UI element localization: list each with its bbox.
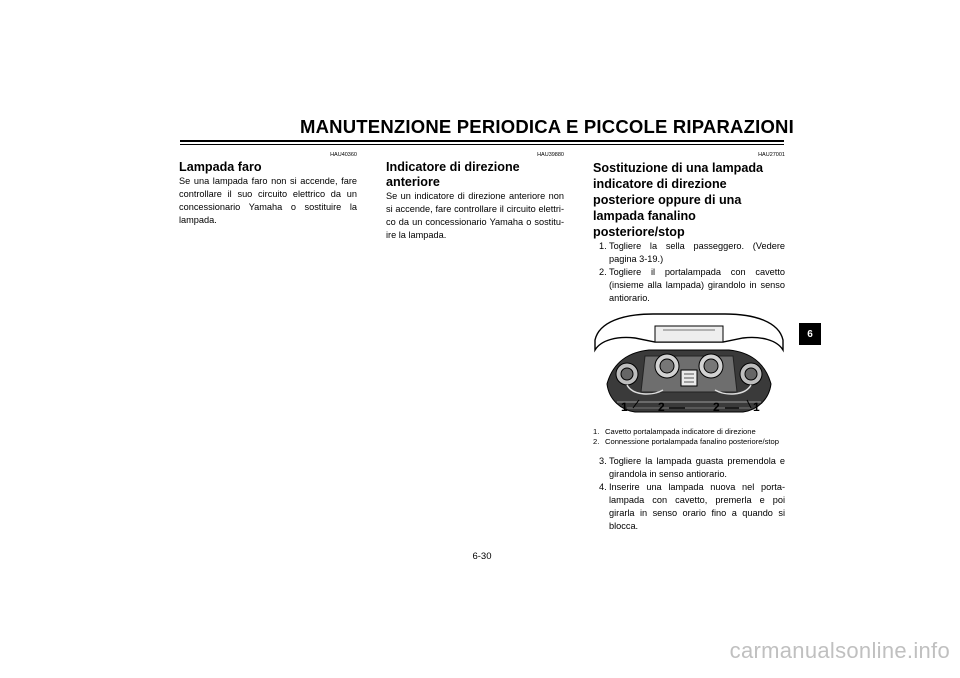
caption-item: [593, 427, 785, 437]
step-text: Togliere la sella passeggero. (Vedere pagina 3-19.): [609, 241, 785, 264]
section-headlight: [179, 152, 357, 227]
figure-callout-1: 1: [621, 400, 628, 414]
figure-callout-2: 2: [713, 400, 720, 414]
figure-callout-2: 2: [658, 400, 665, 414]
section-body: Se un indicatore di direzione anteriore non si accende, fare controllare il circuito elettrico da un concessionario Yamaha o sostituire la lampada.: [386, 191, 564, 240]
figure-captions: [593, 427, 785, 447]
page-number: 6-30: [472, 551, 492, 562]
section-code: HAU40360: [330, 152, 357, 158]
step-text: Togliere la lampada guasta premendola e girandola in senso antiorario.: [609, 456, 785, 479]
section-rear-bulb-replacement: [593, 152, 785, 533]
caption-number: 2.: [593, 437, 600, 446]
taillight-bulb-figure: [593, 310, 785, 422]
step-text: Inserire una lampada nuova nel portalampada con cavetto, premerla e poi girarla in senso orario fino a quando si blocca.: [609, 482, 785, 531]
step-number: 4.: [599, 482, 607, 492]
step-item: [593, 266, 785, 305]
step-number: 3.: [599, 456, 607, 466]
step-item: [593, 240, 785, 266]
caption-number: 1.: [593, 427, 600, 436]
step-text: Togliere il portalampada con cavetto (insieme alla lampada) girandolo in senso antiorario.: [609, 267, 785, 303]
section-front-turn-signal: [386, 152, 564, 242]
steps-list: [593, 240, 785, 305]
caption-text: Cavetto portalampada indicatore di direzione: [605, 427, 756, 436]
step-number: 1.: [599, 241, 607, 251]
section-heading: Sostituzione di una lampada indicatore di direzione posteriore oppure di una lampada fanalino posteriore/stop: [593, 161, 764, 239]
figure-callout-1: 1: [753, 400, 760, 414]
chapter-tab: 6: [799, 323, 821, 345]
caption-text: Connessione portalampada fanalino posteriore/stop: [605, 437, 779, 446]
header-rule-thick: [180, 140, 784, 142]
step-item: [593, 455, 785, 481]
section-code: HAU27001: [758, 152, 785, 158]
steps-list-continued: [593, 455, 785, 533]
section-body: Se una lampada faro non si accende, fare controllare il suo circuito elettrico da un concessionario Yamaha o sostituire la lampada.: [179, 176, 357, 225]
section-heading: Lampada faro: [179, 160, 262, 174]
watermark: carmanualsonline.info: [729, 638, 950, 663]
step-number: 2.: [599, 267, 607, 277]
caption-item: [593, 437, 785, 447]
section-heading: Indicatore di direzione anteriore: [386, 160, 520, 189]
page-header-title: MANUTENZIONE PERIODICA E PICCOLE RIPARAZIONI: [300, 116, 794, 137]
section-code: HAU39880: [537, 152, 564, 158]
step-item: [593, 481, 785, 533]
header-rule-thin: [180, 144, 784, 145]
